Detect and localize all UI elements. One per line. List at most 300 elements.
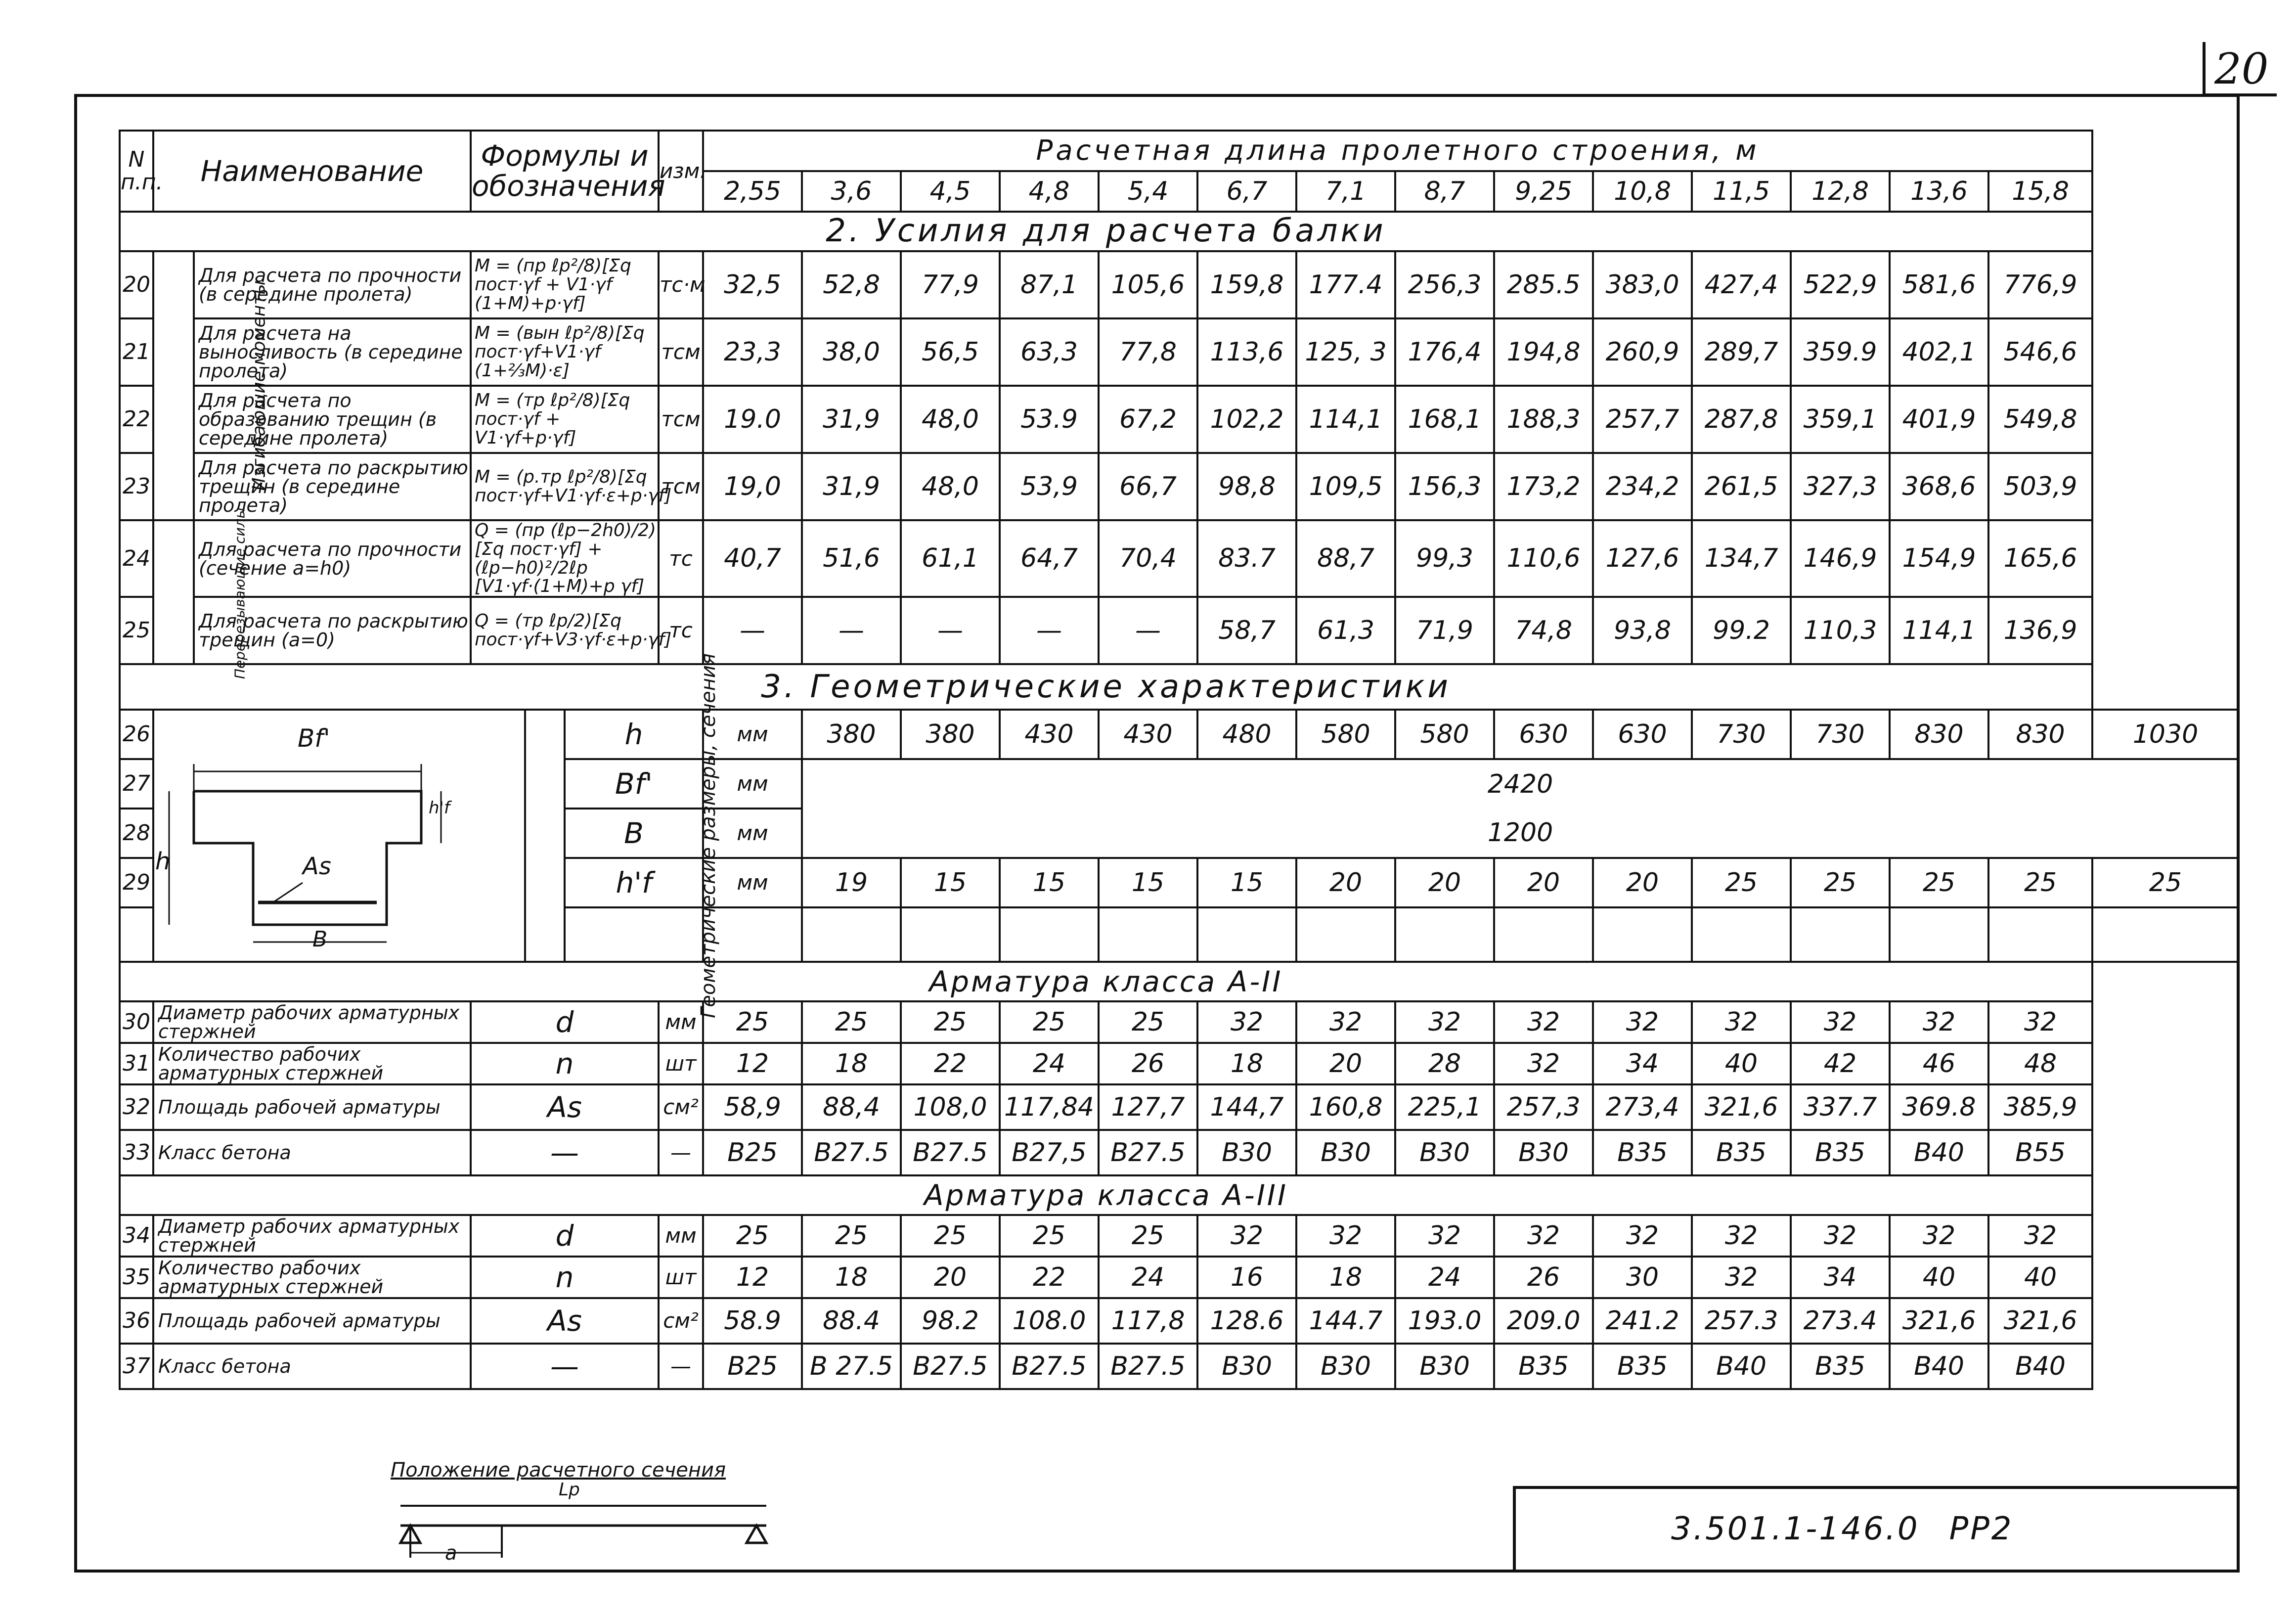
empty-cell <box>1197 907 1296 962</box>
empty-cell <box>1791 907 1890 962</box>
value-cell: 503,9 <box>1988 453 2092 520</box>
value-cell: 32 <box>1890 1001 1988 1043</box>
value-cell: 32 <box>1593 1215 1692 1257</box>
row-number: 22 <box>120 386 153 453</box>
value-cell: 25 <box>1791 858 1890 907</box>
value-cell: B25 <box>703 1344 802 1389</box>
value-cell: 32 <box>1692 1215 1791 1257</box>
empty-cell <box>565 907 703 962</box>
span-value: 7,1 <box>1296 171 1395 212</box>
value-cell: B27.5 <box>901 1344 1000 1389</box>
value-cell: 40 <box>1988 1257 2092 1298</box>
value-cell: 12 <box>703 1043 802 1084</box>
value-cell: 234,2 <box>1593 453 1692 520</box>
value-cell: 289,7 <box>1692 318 1791 386</box>
value-cell: 146,9 <box>1791 520 1890 597</box>
value-cell: 99,3 <box>1395 520 1494 597</box>
value-cell: 46 <box>1890 1043 1988 1084</box>
span-value: 8,7 <box>1395 171 1494 212</box>
value-cell: 58.9 <box>703 1298 802 1344</box>
value-cell: 480 <box>1197 710 1296 759</box>
value-cell: 32,5 <box>703 251 802 318</box>
span-value: 11,5 <box>1692 171 1791 212</box>
group-shear <box>153 507 248 679</box>
sketch-b-label: B <box>312 927 328 952</box>
value-cell: 74,8 <box>1494 597 1593 664</box>
value-cell: 32 <box>1296 1001 1395 1043</box>
value-cell: 24 <box>1099 1257 1197 1298</box>
value-cell: 154,9 <box>1890 520 1988 597</box>
row-symbol: — <box>471 1344 659 1389</box>
value-cell: 88,7 <box>1296 520 1395 597</box>
value-cell: 128.6 <box>1197 1298 1296 1344</box>
value-cell: 32 <box>1494 1001 1593 1043</box>
value-cell: 20 <box>1593 858 1692 907</box>
value-cell: 99.2 <box>1692 597 1791 664</box>
value-cell: 12 <box>703 1257 802 1298</box>
value-cell: 24 <box>1395 1257 1494 1298</box>
value-cell: 20 <box>1494 858 1593 907</box>
value-cell: 48,0 <box>901 453 1000 520</box>
row-unit: мм <box>703 710 802 759</box>
group-moments-label: Изгибающие моменты <box>249 280 269 491</box>
value-cell: 61,3 <box>1296 597 1395 664</box>
section-sketch <box>153 710 525 962</box>
value-cell: 176,4 <box>1395 318 1494 386</box>
row-formula: M = (р.тр ℓp²/8)[Σq пост·γf+V1·γf·ε+p·γf] <box>471 453 659 520</box>
row-formula: M = (тр ℓp²/8)[Σq пост·γf + V1·γf+p·γf] <box>471 386 659 453</box>
row-number: 24 <box>120 520 153 597</box>
value-cell: 31,9 <box>802 453 901 520</box>
value-cell: 401,9 <box>1890 386 1988 453</box>
row-name: Для расчета по прочности (сечение a=h0) <box>194 520 471 597</box>
document-code <box>1671 1511 2014 1547</box>
empty-cell <box>1000 907 1099 962</box>
row-symbol: As <box>471 1298 659 1344</box>
value-cell: B27.5 <box>802 1130 901 1175</box>
value-cell: 25 <box>703 1215 802 1257</box>
value-cell: 830 <box>1890 710 1988 759</box>
row-number: 28 <box>120 809 153 858</box>
value-cell: B30 <box>1395 1130 1494 1175</box>
value-cell: 77,8 <box>1099 318 1197 386</box>
value-cell: 25 <box>2092 858 2239 907</box>
value-cell: 32 <box>1791 1215 1890 1257</box>
value-cell: 63,3 <box>1000 318 1099 386</box>
value-cell: 193.0 <box>1395 1298 1494 1344</box>
row-symbol: As <box>471 1084 659 1130</box>
value-cell: — <box>901 597 1000 664</box>
span-value: 10,8 <box>1593 171 1692 212</box>
row-name: Класс бетона <box>153 1344 471 1389</box>
row-number: 21 <box>120 318 153 386</box>
value-cell: 108,0 <box>901 1084 1000 1130</box>
row-name: Для расчета по прочности (в середине пролета) <box>194 251 471 318</box>
span-value: 13,6 <box>1890 171 1988 212</box>
table-row <box>120 386 2239 453</box>
distance-a-label: a <box>445 1542 457 1565</box>
empty-cell <box>1099 907 1197 962</box>
value-cell: 114,1 <box>1890 597 1988 664</box>
value-cell: 34 <box>1593 1043 1692 1084</box>
span-value: 6,7 <box>1197 171 1296 212</box>
row-number-empty <box>120 907 153 962</box>
value-cell: B35 <box>1692 1130 1791 1175</box>
row-unit: шт <box>659 1257 703 1298</box>
value-cell: 15 <box>1197 858 1296 907</box>
header-unit: изм. <box>659 131 703 212</box>
header-span-length: Расчетная длина пролетного строения, м <box>703 131 2092 171</box>
row-name: Площадь рабочей арматуры <box>153 1084 471 1130</box>
row-unit: — <box>659 1130 703 1175</box>
value-cell: 261,5 <box>1692 453 1791 520</box>
value-cell: B25 <box>703 1130 802 1175</box>
table-row <box>120 1084 2239 1130</box>
row-unit: см² <box>659 1298 703 1344</box>
row-number: 27 <box>120 759 153 809</box>
value-cell: 125, 3 <box>1296 318 1395 386</box>
value-cell: — <box>1000 597 1099 664</box>
value-cell: B27.5 <box>901 1130 1000 1175</box>
value-cell: 32 <box>1296 1215 1395 1257</box>
row-formula: M = (пр ℓp²/8)[Σq пост·γf + V1·γf (1+M)+p·γf] <box>471 251 659 318</box>
value-cell: 34 <box>1791 1257 1890 1298</box>
value-cell: 327,3 <box>1791 453 1890 520</box>
row-number: 26 <box>120 710 153 759</box>
value-cell: 88,4 <box>802 1084 901 1130</box>
row-formula: M = (вын ℓp²/8)[Σq пост·γf+V1·γf (1+⅔M)·ε] <box>471 318 659 386</box>
value-cell: 56,5 <box>901 318 1000 386</box>
row-unit: мм <box>659 1215 703 1257</box>
row-symbol: — <box>471 1130 659 1175</box>
value-cell: 25 <box>901 1001 1000 1043</box>
value-cell: 257.3 <box>1692 1298 1791 1344</box>
value-cell: 25 <box>901 1215 1000 1257</box>
value-cell: B30 <box>1395 1344 1494 1389</box>
value-cell: 287,8 <box>1692 386 1791 453</box>
value-cell: 32 <box>1395 1001 1494 1043</box>
value-cell: 25 <box>703 1001 802 1043</box>
value-cell: 20 <box>1296 858 1395 907</box>
t-beam-sketch <box>154 717 471 954</box>
value-cell: 18 <box>1296 1257 1395 1298</box>
value-cell: 53,9 <box>1000 453 1099 520</box>
table-row <box>120 664 2239 710</box>
empty-cell <box>802 907 901 962</box>
group-geometric-label: Геометрические размеры, сечения <box>697 653 720 1019</box>
value-cell: 70,4 <box>1099 520 1197 597</box>
row-number: 30 <box>120 1001 153 1043</box>
value-cell: B35 <box>1791 1130 1890 1175</box>
value-cell: 25 <box>1099 1215 1197 1257</box>
value-cell: 165,6 <box>1988 520 2092 597</box>
value-cell: 32 <box>1988 1001 2092 1043</box>
value-cell: 730 <box>1791 710 1890 759</box>
data-table <box>119 130 2240 1390</box>
subsection-title: Арматура класса A-II <box>120 962 2092 1001</box>
merged-value: 2420 <box>802 759 2239 809</box>
value-cell: 144,7 <box>1197 1084 1296 1130</box>
value-cell: 28 <box>1395 1043 1494 1084</box>
row-number: 32 <box>120 1084 153 1130</box>
value-cell: 105,6 <box>1099 251 1197 318</box>
span-value: 5,4 <box>1099 171 1197 212</box>
value-cell: 273,4 <box>1593 1084 1692 1130</box>
value-cell: 25 <box>1000 1001 1099 1043</box>
value-cell: 549,8 <box>1988 386 2092 453</box>
row-unit: мм <box>703 759 802 809</box>
value-cell: 58,7 <box>1197 597 1296 664</box>
value-cell: 98,8 <box>1197 453 1296 520</box>
value-cell: 32 <box>1692 1257 1791 1298</box>
value-cell: 64,7 <box>1000 520 1099 597</box>
row-symbol: n <box>471 1043 659 1084</box>
span-value: 15,8 <box>1988 171 2092 212</box>
sheet-code: PP2 <box>1949 1511 2014 1547</box>
value-cell: 98.2 <box>901 1298 1000 1344</box>
row-formula: Q = (тр ℓp/2)[Σq пост·γf+V3·γf·ε+p·γf] <box>471 597 659 664</box>
row-name: Класс бетона <box>153 1130 471 1175</box>
value-cell: 776,9 <box>1988 251 2092 318</box>
table-row <box>120 1344 2239 1389</box>
value-cell: 102,2 <box>1197 386 1296 453</box>
value-cell: B35 <box>1791 1344 1890 1389</box>
value-cell: 66,7 <box>1099 453 1197 520</box>
row-unit: мм <box>703 809 802 858</box>
row-symbol: h <box>565 710 703 759</box>
row-number: 37 <box>120 1344 153 1389</box>
value-cell: 32 <box>1494 1043 1593 1084</box>
value-cell: 188,3 <box>1494 386 1593 453</box>
section-title: 3. Геометрические характеристики <box>120 664 2092 710</box>
value-cell: B40 <box>1988 1344 2092 1389</box>
value-cell: 32 <box>1197 1215 1296 1257</box>
document-number: 3.501.1-146.0 <box>1671 1511 1920 1547</box>
value-cell: 225,1 <box>1395 1084 1494 1130</box>
value-cell: B40 <box>1890 1344 1988 1389</box>
value-cell: 38,0 <box>802 318 901 386</box>
value-cell: 630 <box>1593 710 1692 759</box>
value-cell: 321,6 <box>1988 1298 2092 1344</box>
value-cell: 369.8 <box>1890 1084 1988 1130</box>
value-cell: 285.5 <box>1494 251 1593 318</box>
row-unit: тсм <box>659 453 703 520</box>
row-number: 36 <box>120 1298 153 1344</box>
row-unit: — <box>659 1344 703 1389</box>
value-cell: 402,1 <box>1890 318 1988 386</box>
row-name: Количество рабочих арматурных стержней <box>153 1257 471 1298</box>
value-cell: 32 <box>1197 1001 1296 1043</box>
value-cell: 20 <box>1395 858 1494 907</box>
value-cell: 26 <box>1099 1043 1197 1084</box>
table-row <box>120 962 2239 1001</box>
value-cell: 25 <box>1000 1215 1099 1257</box>
value-cell: 26 <box>1494 1257 1593 1298</box>
value-cell: B35 <box>1593 1130 1692 1175</box>
table-row <box>120 453 2239 520</box>
table-row <box>120 1175 2239 1215</box>
value-cell: 159,8 <box>1197 251 1296 318</box>
value-cell: 136,9 <box>1988 597 2092 664</box>
page-number: 20 <box>2203 42 2277 96</box>
value-cell: 15 <box>1000 858 1099 907</box>
value-cell: 67,2 <box>1099 386 1197 453</box>
row-symbol: Bf' <box>565 759 703 809</box>
span-value: 4,8 <box>1000 171 1099 212</box>
value-cell: B30 <box>1296 1344 1395 1389</box>
value-cell: 830 <box>1988 710 2092 759</box>
value-cell: 25 <box>802 1215 901 1257</box>
value-cell: 380 <box>901 710 1000 759</box>
value-cell: 1030 <box>2092 710 2239 759</box>
value-cell: 581,6 <box>1890 251 1988 318</box>
value-cell: 25 <box>802 1001 901 1043</box>
value-cell: 110,6 <box>1494 520 1593 597</box>
row-number: 29 <box>120 858 153 907</box>
table-row <box>120 1257 2239 1298</box>
row-number: 23 <box>120 453 153 520</box>
value-cell: 321,6 <box>1692 1084 1791 1130</box>
value-cell: 22 <box>901 1043 1000 1084</box>
row-name: Для расчета по раскрытию трещин (в середине пролета) <box>194 453 471 520</box>
row-name: Для расчета на выносливость (в середине пролета) <box>194 318 471 386</box>
value-cell: 109,5 <box>1296 453 1395 520</box>
table-row <box>120 597 2239 664</box>
value-cell: 430 <box>1099 710 1197 759</box>
value-cell: 241.2 <box>1593 1298 1692 1344</box>
empty-cell <box>1395 907 1494 962</box>
sketch-bf-label: Bf' <box>298 724 330 753</box>
value-cell: 108.0 <box>1000 1298 1099 1344</box>
value-cell: — <box>703 597 802 664</box>
section-position-caption: Положение расчетного сечения <box>391 1459 726 1482</box>
value-cell: 18 <box>1197 1043 1296 1084</box>
value-cell: 522,9 <box>1791 251 1890 318</box>
row-number: 33 <box>120 1130 153 1175</box>
value-cell: 177.4 <box>1296 251 1395 318</box>
row-unit: тсм <box>659 318 703 386</box>
value-cell: B35 <box>1494 1344 1593 1389</box>
empty-cell <box>901 907 1000 962</box>
table-row <box>120 1298 2239 1344</box>
value-cell: 32 <box>1593 1001 1692 1043</box>
table-row <box>120 251 2239 318</box>
value-cell: 42 <box>1791 1043 1890 1084</box>
value-cell: 15 <box>1099 858 1197 907</box>
value-cell: 194,8 <box>1494 318 1593 386</box>
value-cell: 580 <box>1296 710 1395 759</box>
empty-cell <box>1988 907 2092 962</box>
value-cell: 546,6 <box>1988 318 2092 386</box>
value-cell: 16 <box>1197 1257 1296 1298</box>
value-cell: 18 <box>802 1043 901 1084</box>
value-cell: 114,1 <box>1296 386 1395 453</box>
value-cell: — <box>1099 597 1197 664</box>
value-cell: B30 <box>1197 1130 1296 1175</box>
value-cell: 368,6 <box>1890 453 1988 520</box>
row-name: Количество рабочих арматурных стержней <box>153 1043 471 1084</box>
row-name: Площадь рабочей арматуры <box>153 1298 471 1344</box>
value-cell: 18 <box>802 1257 901 1298</box>
value-cell: 359.9 <box>1791 318 1890 386</box>
value-cell: 61,1 <box>901 520 1000 597</box>
value-cell: B40 <box>1692 1344 1791 1389</box>
value-cell: 127,7 <box>1099 1084 1197 1130</box>
value-cell: B27.5 <box>1099 1344 1197 1389</box>
row-number: 34 <box>120 1215 153 1257</box>
row-name: Диаметр рабочих арматурных стержней <box>153 1215 471 1257</box>
row-unit: мм <box>703 858 802 907</box>
value-cell: 32 <box>1890 1215 1988 1257</box>
value-cell: 87,1 <box>1000 251 1099 318</box>
value-cell: 32 <box>1791 1001 1890 1043</box>
value-cell: 48 <box>1988 1043 2092 1084</box>
value-cell: 48,0 <box>901 386 1000 453</box>
value-cell: 19,0 <box>703 453 802 520</box>
row-name: Для расчета по раскрытию трещин (a=0) <box>194 597 471 664</box>
value-cell: 383,0 <box>1593 251 1692 318</box>
value-cell: 20 <box>1296 1043 1395 1084</box>
value-cell: 51,6 <box>802 520 901 597</box>
value-cell: 32 <box>1692 1001 1791 1043</box>
merged-value: 1200 <box>802 809 2239 858</box>
value-cell: 15 <box>901 858 1000 907</box>
value-cell: 32 <box>1988 1215 2092 1257</box>
group-shear-label: Перерезывающие силы <box>231 507 248 679</box>
value-cell: 93,8 <box>1593 597 1692 664</box>
row-name: Диаметр рабочих арматурных стержней <box>153 1001 471 1043</box>
value-cell: 25 <box>1099 1001 1197 1043</box>
value-cell: 337.7 <box>1791 1084 1890 1130</box>
row-unit: шт <box>659 1043 703 1084</box>
row-number: 25 <box>120 597 153 664</box>
span-value: 3,6 <box>802 171 901 212</box>
value-cell: 730 <box>1692 710 1791 759</box>
value-cell: 53.9 <box>1000 386 1099 453</box>
value-cell: 52,8 <box>802 251 901 318</box>
sketch-h-label: h <box>155 848 171 876</box>
value-cell: 427,4 <box>1692 251 1791 318</box>
value-cell: B30 <box>1494 1130 1593 1175</box>
row-unit: тсм <box>659 386 703 453</box>
value-cell: 40,7 <box>703 520 802 597</box>
value-cell: 77,9 <box>901 251 1000 318</box>
value-cell: 160,8 <box>1296 1084 1395 1130</box>
value-cell: B27.5 <box>1099 1130 1197 1175</box>
value-cell: 257,7 <box>1593 386 1692 453</box>
value-cell: 32 <box>1395 1215 1494 1257</box>
row-unit: тс <box>659 520 703 597</box>
sketch-hf-label: h'f <box>429 798 450 818</box>
value-cell: 580 <box>1395 710 1494 759</box>
empty-cell <box>1296 907 1395 962</box>
value-cell: B30 <box>1197 1344 1296 1389</box>
row-unit: тс <box>659 597 703 664</box>
value-cell: 117,84 <box>1000 1084 1099 1130</box>
value-cell: 20 <box>901 1257 1000 1298</box>
table-row <box>120 131 2239 171</box>
section-title: 2. Усилия для расчета балки <box>120 212 2092 251</box>
span-value: 2,55 <box>703 171 802 212</box>
value-cell: 19.0 <box>703 386 802 453</box>
row-name: Для расчета по образованию трещин (в середине пролета) <box>194 386 471 453</box>
value-cell: 380 <box>802 710 901 759</box>
value-cell: 23,3 <box>703 318 802 386</box>
value-cell: 22 <box>1000 1257 1099 1298</box>
span-value: 12,8 <box>1791 171 1890 212</box>
table-row <box>120 1130 2239 1175</box>
value-cell: 71,9 <box>1395 597 1494 664</box>
